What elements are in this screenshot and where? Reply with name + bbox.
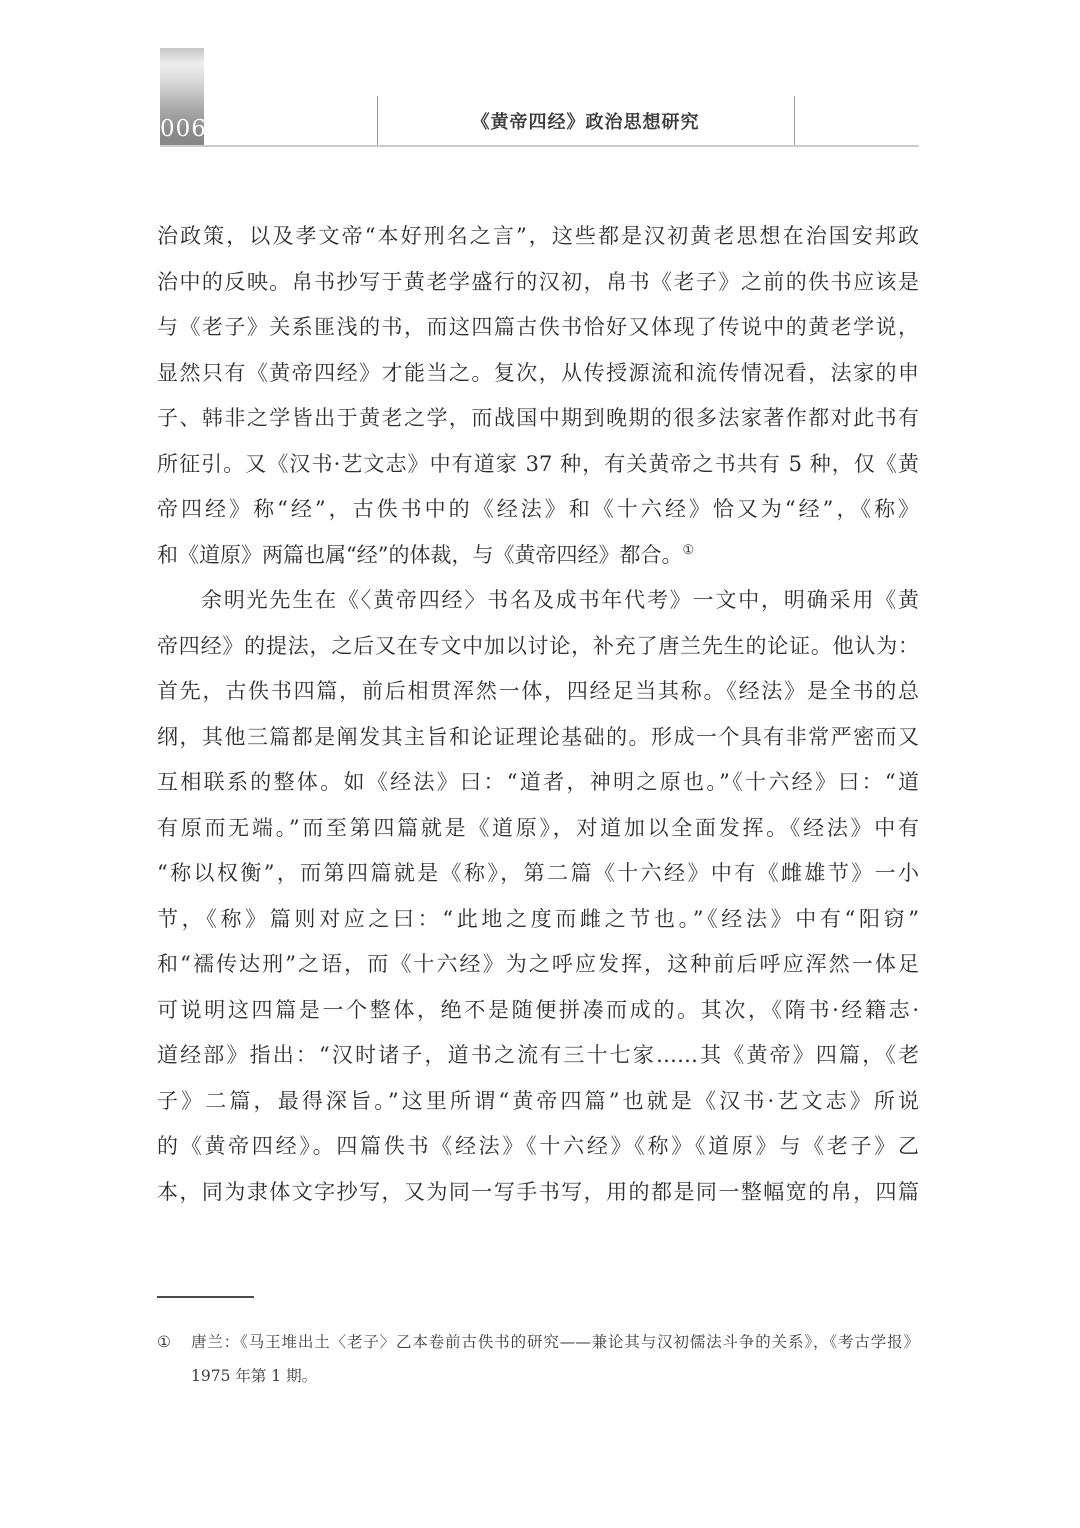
page-number-block xyxy=(160,48,207,147)
body-line: 所征引。又《汉书·艺文志》中有道家 37 种，有关黄帝之书共有 5 种，仅《黄 xyxy=(157,451,919,476)
body-line: 纲，其他三篇都是阐发其主旨和论证理论基础的。形成一个具有非常严密而又 xyxy=(157,724,919,749)
body-line: “称以权衡”，而第四篇就是《称》，第二篇《十六经》中有《雌雄节》一小 xyxy=(157,861,919,885)
footnote-text xyxy=(191,1325,919,1393)
body-line: 本，同为隶体文字抄写，又为同一写手书写，用的都是同一整幅宽的帛，四篇 xyxy=(157,1179,919,1204)
page-number: 006 xyxy=(160,116,207,142)
body-line: 互相联系的整体。如《经法》曰：“道者，神明之原也。”《十六经》曰：“道 xyxy=(157,770,919,794)
footnote-rule xyxy=(157,1296,254,1298)
body-line: 治政策，以及孝文帝“本好刑名之言”，这些都是汉初黄老思想在治国安邦政 xyxy=(157,224,919,248)
running-title: 《黄帝四经》政治思想研究 xyxy=(471,112,700,133)
body-line: 帝四经》称“经”，古佚书中的《经法》和《十六经》恰又为“经”，《称》 xyxy=(157,497,919,521)
body-line: 首先，古佚书四篇，前后相贯浑然一体，四经足当其称。《经法》是全书的总 xyxy=(157,679,919,703)
body-text xyxy=(157,214,919,1215)
header-divider-right xyxy=(794,96,795,145)
body-line: 的《黄帝四经》。四篇佚书《经法》《十六经》《称》《道原》与《老子》乙 xyxy=(157,1134,919,1158)
paragraph xyxy=(157,214,919,578)
footnote-marker: ① xyxy=(157,1333,171,1351)
body-line: 节，《称》篇则对应之曰：“此地之度而雌之节也。”《经法》中有“阳窃” xyxy=(157,906,919,931)
footnote-ref: ① xyxy=(682,542,695,558)
footnote-line: 1975 年第 1 期。 xyxy=(191,1367,318,1385)
header-rule xyxy=(160,145,919,147)
body-line: 余明光先生在《〈黄帝四经〉书名及成书年代考》一文中，明确采用《黄 xyxy=(201,588,919,612)
footnote-line: 唐兰：《马王堆出土〈老子〉乙本卷前古佚书的研究——兼论其与汉初儒法斗争的关系》，《考古学报》 xyxy=(191,1333,919,1351)
body-line: 可说明这四篇是一个整体，绝不是随便拼凑而成的。其次，《隋书·经籍志· xyxy=(157,997,919,1022)
body-line: 与《老子》关系匪浅的书，而这四篇古佚书恰好又体现了传说中的黄老学说， xyxy=(157,315,919,339)
body-line: 子》二篇，最得深旨。”这里所谓“黄帝四篇”也就是《汉书·艺文志》所说 xyxy=(157,1088,919,1113)
body-line: 和“襦传达刑”之语，而《十六经》为之呼应发挥，这种前后呼应浑然一体足 xyxy=(157,952,919,976)
body-line: 子、韩非之学皆出于黄老之学，而战国中期到晚期的很多法家著作都对此书有 xyxy=(157,406,919,430)
body-line: 道经部》指出：“汉时诸子，道书之流有三十七家……其《黄帝》四篇，《老 xyxy=(157,1043,919,1067)
body-line: 和《道原》两篇也属“经”的体裁，与《黄帝四经》都合。① xyxy=(157,542,695,567)
body-line: 显然只有《黄帝四经》才能当之。复次，从传授源流和流传情况看，法家的申 xyxy=(157,360,919,385)
body-line: 治中的反映。帛书抄写于黄老学盛行的汉初，帛书《老子》之前的佚书应该是 xyxy=(157,269,919,294)
paragraph xyxy=(157,578,919,1215)
footnote xyxy=(157,1325,919,1393)
body-line: 帝四经》的提法，之后又在专文中加以讨论，补充了唐兰先生的论证。他认为： xyxy=(157,633,919,658)
body-line: 有原而无端。”而至第四篇就是《道原》，对道加以全面发挥。《经法》中有 xyxy=(157,815,919,840)
